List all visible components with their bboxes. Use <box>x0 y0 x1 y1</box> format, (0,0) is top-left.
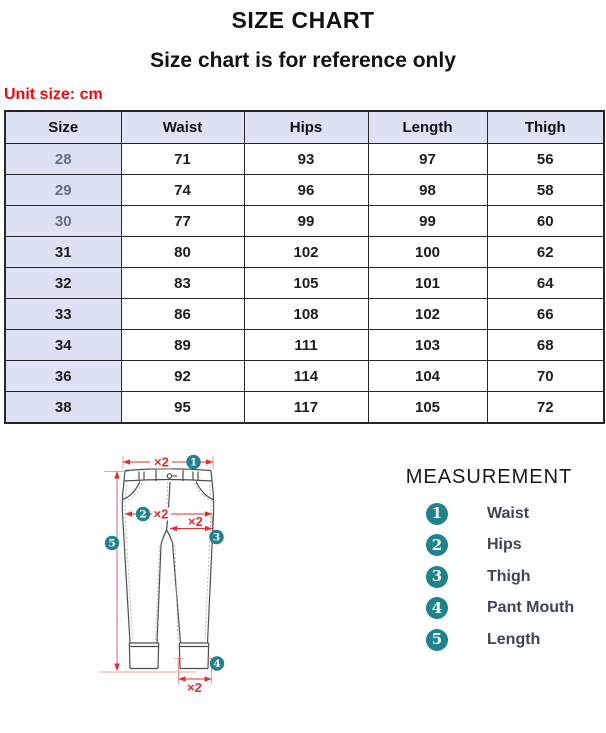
size-cell: 29 <box>5 175 121 206</box>
svg-text:4: 4 <box>213 658 221 671</box>
length-measure-arrow <box>99 471 196 672</box>
column-header: Waist <box>121 111 244 144</box>
value-cell: 97 <box>368 144 487 175</box>
thigh-measure-arrow <box>170 514 224 544</box>
value-cell: 103 <box>368 330 487 361</box>
measurement-item-label: Length <box>487 630 541 648</box>
column-header: Hips <box>244 111 368 144</box>
column-header: Thigh <box>487 111 604 144</box>
size-cell: 28 <box>5 144 121 175</box>
unit-note: Unit size: cm <box>4 86 103 103</box>
value-cell: 86 <box>121 299 244 330</box>
hips-x2-label: ×2 <box>153 506 169 522</box>
table-row <box>5 392 604 424</box>
measurement-item <box>426 593 574 625</box>
size-cell: 36 <box>5 361 121 392</box>
table-row <box>5 330 604 361</box>
value-cell: 101 <box>368 268 487 299</box>
column-header: Length <box>368 111 487 144</box>
svg-text:3: 3 <box>212 531 221 544</box>
table-row <box>5 206 604 237</box>
value-cell: 70 <box>487 361 604 392</box>
page-subtitle: Size chart is for reference only <box>150 49 456 72</box>
size-cell: 32 <box>5 268 121 299</box>
svg-text:1: 1 <box>189 456 198 469</box>
value-cell: 108 <box>244 299 368 330</box>
svg-text:2: 2 <box>139 508 147 521</box>
pant-mouth-x2-label: ×2 <box>187 680 202 695</box>
value-cell: 72 <box>487 392 604 424</box>
measurement-number-badge: 2 <box>426 534 448 556</box>
value-cell: 77 <box>121 206 244 237</box>
table-row <box>5 268 604 299</box>
value-cell: 100 <box>368 237 487 268</box>
measurement-title: MEASUREMENT <box>405 466 573 488</box>
page-title: SIZE CHART <box>231 7 375 33</box>
value-cell: 105 <box>244 268 368 299</box>
value-cell: 117 <box>244 392 368 424</box>
value-cell: 68 <box>487 330 604 361</box>
size-cell: 38 <box>5 392 121 424</box>
size-cell: 33 <box>5 299 121 330</box>
table-row <box>5 175 604 206</box>
value-cell: 66 <box>487 299 604 330</box>
value-cell: 83 <box>121 268 244 299</box>
measurement-item <box>426 498 574 530</box>
measurement-item-label: Hips <box>487 536 522 554</box>
value-cell: 95 <box>121 392 244 424</box>
value-cell: 58 <box>487 175 604 206</box>
table-header-row <box>5 111 604 144</box>
size-cell: 34 <box>5 330 121 361</box>
table-row <box>5 299 604 330</box>
value-cell: 62 <box>487 237 604 268</box>
measurement-item <box>426 530 574 562</box>
value-cell: 105 <box>368 392 487 424</box>
measurement-item-label: Waist <box>487 504 530 522</box>
value-cell: 98 <box>368 175 487 206</box>
value-cell: 64 <box>487 268 604 299</box>
column-header: Size <box>5 111 121 144</box>
value-cell: 102 <box>368 299 487 330</box>
value-cell: 92 <box>121 361 244 392</box>
measurement-number-badge: 3 <box>426 566 448 588</box>
measurement-item-label: Pant Mouth <box>487 599 575 617</box>
value-cell: 93 <box>244 144 368 175</box>
measurement-number-badge: 5 <box>426 629 448 651</box>
measurement-legend <box>426 498 574 656</box>
value-cell: 89 <box>121 330 244 361</box>
value-cell: 102 <box>244 237 368 268</box>
measurement-item <box>426 561 574 593</box>
table-row <box>5 361 604 392</box>
value-cell: 111 <box>244 330 368 361</box>
value-cell: 56 <box>487 144 604 175</box>
svg-text:5: 5 <box>108 537 116 550</box>
value-cell: 60 <box>487 206 604 237</box>
value-cell: 74 <box>121 175 244 206</box>
thigh-x2-label: ×2 <box>188 514 203 529</box>
measurement-item <box>426 624 574 656</box>
value-cell: 80 <box>121 237 244 268</box>
value-cell: 96 <box>244 175 368 206</box>
size-chart-table <box>4 110 605 424</box>
value-cell: 114 <box>244 361 368 392</box>
value-cell: 71 <box>121 144 244 175</box>
pant-mouth-measure-arrow <box>175 656 225 695</box>
measurement-item-label: Thigh <box>487 567 531 585</box>
value-cell: 104 <box>368 361 487 392</box>
pants-measurement-diagram <box>88 445 240 703</box>
pants-drawing <box>122 469 213 669</box>
table-row <box>5 237 604 268</box>
waist-x2-label: ×2 <box>154 454 169 470</box>
measurement-number-badge: 1 <box>426 503 448 525</box>
waist-measure-arrow <box>123 455 213 470</box>
value-cell: 99 <box>244 206 368 237</box>
table-row <box>5 144 604 175</box>
size-cell: 31 <box>5 237 121 268</box>
size-cell: 30 <box>5 206 121 237</box>
value-cell: 99 <box>368 206 487 237</box>
measurement-number-badge: 4 <box>426 597 448 619</box>
